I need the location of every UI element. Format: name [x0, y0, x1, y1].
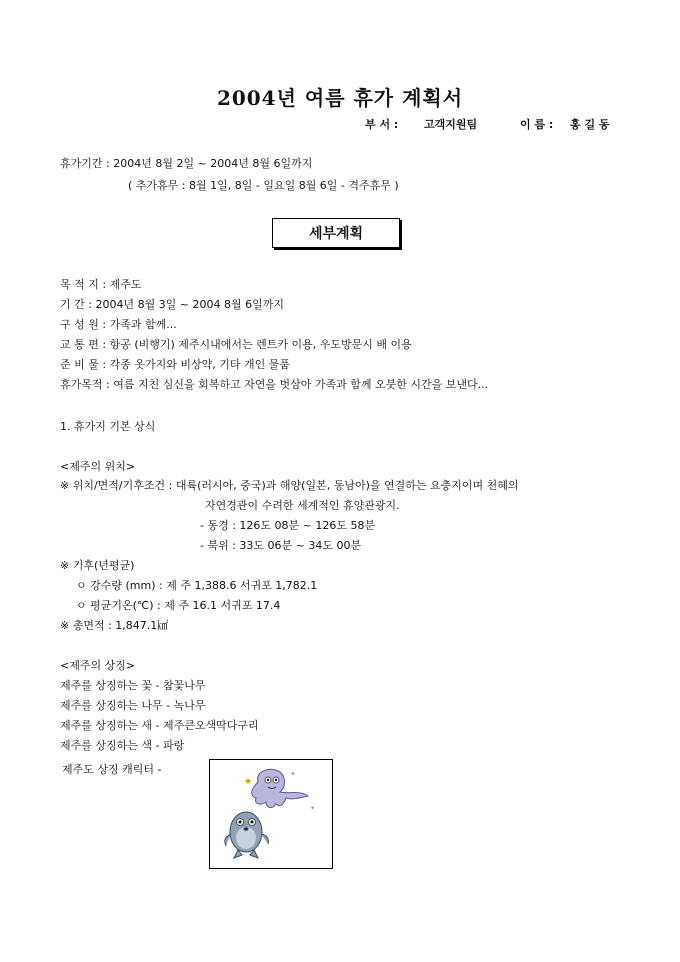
symbol-bird: 제주를 상징하는 새 - 제주큰오색딱다구리: [60, 719, 259, 732]
detail-supplies: 준 비 물 : 각종 옷가지와 비상약, 기타 개인 물품: [60, 358, 290, 371]
symbol-tree: 제주를 상징하는 나무 - 녹나무: [60, 699, 206, 712]
detail-transport: 교 통 편 : 항공 (비행기) 제주시내에서는 렌트카 이용, 우도방문시 배 이용: [60, 338, 412, 351]
mascot-image: [209, 759, 333, 869]
mascot-seal-icon: [225, 812, 269, 858]
dept-value: 고객지원팀: [424, 118, 478, 131]
rainfall: ㅇ 강수량 (mm) : 제 주 1,388.6 서귀포 1,782.1: [76, 579, 318, 592]
detail-destination: 목 적 지 : 제주도: [60, 278, 142, 291]
avg-temperature: ㅇ 평균기온(℃) : 제 주 16.1 서귀포 17.4: [76, 599, 281, 612]
symbol-color: 제주를 상징하는 색 - 파랑: [60, 739, 185, 752]
extra-holidays: ( 추가휴무 : 8월 1일, 8일 - 일요일 8월 6일 - 격주휴무 ): [128, 179, 399, 192]
longitude: - 동경 : 126도 08분 ~ 126도 58분: [200, 519, 376, 532]
total-area: ※ 총면적 : 1,847.1㎢: [60, 619, 169, 632]
name-label: 이 름 :: [520, 118, 554, 131]
detail-members: 구 성 원 : 가족과 함께...: [60, 318, 177, 331]
location-line2: 자연경관이 수려한 세계적인 휴양관광지.: [205, 499, 400, 512]
section-box-detail-plan: 세부계획: [272, 218, 400, 248]
latitude: - 북위 : 33도 06분 ~ 34도 00분: [200, 539, 362, 552]
location-heading: <제주의 위치>: [60, 460, 136, 473]
svg-text:✦: ✦: [310, 805, 316, 812]
detail-period: 기 간 : 2004년 8월 3일 ~ 2004 8월 6일까지: [60, 298, 285, 311]
svg-text:✦: ✦: [290, 770, 296, 778]
location-line1: ※ 위치/면적/기후조건 : 대륙(러시아, 중국)과 해양(일본, 동남아)을 연결하는 요충지이며 천혜의: [60, 479, 519, 492]
name-value: 홍 길 동: [570, 118, 610, 131]
symbol-heading: <제주의 상징>: [60, 659, 136, 672]
climate-heading: ※ 기후(년평균): [60, 559, 135, 572]
vacation-period: 휴가기간 : 2004년 8월 2일 ~ 2004년 8월 6일까지: [60, 157, 313, 170]
star-icon: ★: [244, 777, 253, 787]
symbol-flower: 제주를 상징하는 꽃 - 참꽃나무: [60, 679, 206, 692]
mascot-ghost-icon: [252, 769, 308, 807]
dept-label: 부 서 :: [365, 118, 399, 131]
mascot-label: 제주도 상징 캐릭터 -: [62, 763, 162, 776]
detail-purpose: 휴가목적 : 여름 지친 심신을 회복하고 자연을 벗삼아 가족과 함께 오붓한 시간을 보낸다...: [60, 378, 489, 391]
section-heading-basics: 1. 휴가지 기본 상식: [60, 420, 156, 433]
document-title: 2004년 여름 휴가 계획서: [216, 86, 464, 110]
